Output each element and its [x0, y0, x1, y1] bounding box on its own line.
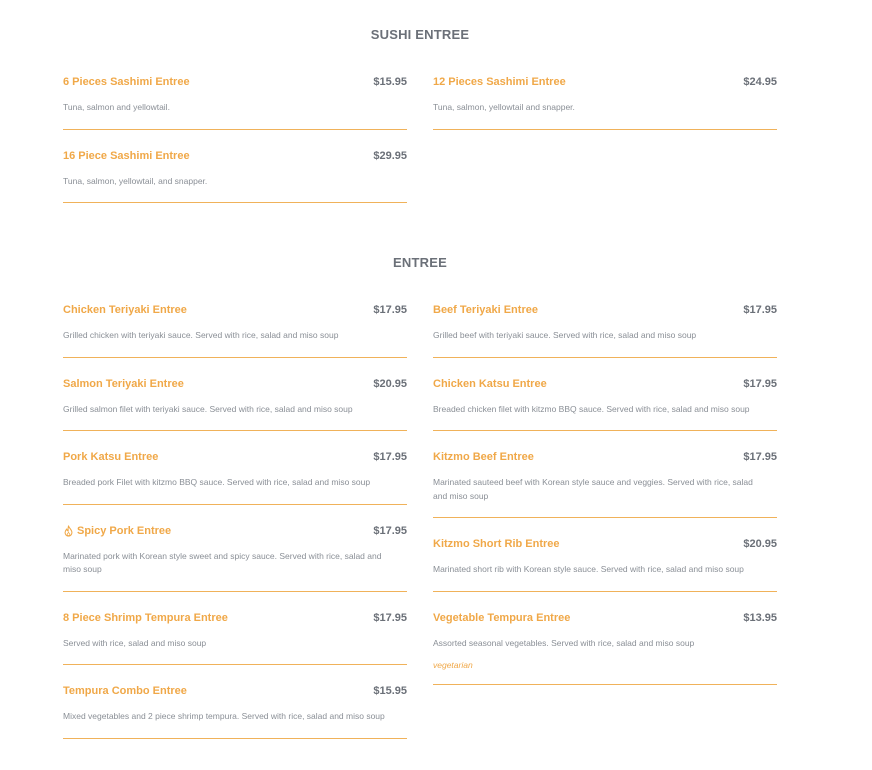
menu-column-right [433, 302, 777, 703]
item-name: 6 Pieces Sashimi Entree [63, 76, 190, 88]
item-description: Breaded pork Filet with kitzmo BBQ sauce. Served with rice, salad and miso soup [63, 477, 371, 487]
item-name: Pork Katsu Entree [63, 451, 159, 463]
menu-item[interactable] [433, 449, 777, 518]
menu-item[interactable] [433, 536, 777, 592]
item-name: 16 Piece Sashimi Entree [63, 149, 190, 162]
item-price: $17.95 [373, 524, 407, 537]
item-name: Chicken Teriyaki Entree [63, 304, 187, 316]
item-description: Marinated short rib with Korean style sauce. Served with rice, salad and miso soup [433, 564, 744, 574]
item-name: Kitzmo Beef Entree [433, 451, 534, 463]
item-price: $17.95 [373, 611, 407, 624]
item-price: $13.95 [743, 611, 777, 624]
item-description: Marinated sauteed beef with Korean style sauce and veggies. Served with rice, salad and miso soup [433, 477, 753, 501]
item-price: $15.95 [373, 685, 407, 697]
item-name: Chicken Katsu Entree [433, 377, 547, 390]
item-price: $17.95 [743, 451, 777, 463]
item-price: $20.95 [373, 377, 407, 390]
menu-item[interactable] [63, 449, 407, 505]
item-price: $24.95 [743, 76, 777, 88]
menu-column-left [63, 302, 407, 757]
item-description: Marinated pork with Korean style sweet and spicy sauce. Served with rice, salad and miso soup [63, 550, 382, 574]
item-description: Mixed vegetables and 2 piece shrimp tempura. Served with rice, salad and miso soup [63, 711, 385, 721]
item-name: 12 Pieces Sashimi Entree [433, 76, 566, 88]
menu-item[interactable] [63, 148, 407, 204]
item-name: Kitzmo Short Rib Entree [433, 538, 560, 550]
menu-item[interactable] [63, 610, 407, 666]
vegetarian-tag: vegetarian [433, 660, 473, 670]
section-title-entree: ENTREE [393, 255, 447, 270]
item-description: Grilled beef with teriyaki sauce. Served with rice, salad and miso soup [433, 330, 697, 340]
menu-item[interactable] [63, 523, 407, 592]
item-name: Vegetable Tempura Entree [433, 611, 571, 624]
item-description: Grilled chicken with teriyaki sauce. Served with rice, salad and miso soup [63, 330, 339, 340]
item-name: Salmon Teriyaki Entree [63, 377, 184, 390]
item-description: Grilled salmon filet with teriyaki sauce. Served with rice, salad and miso soup [63, 403, 353, 414]
item-description: Assorted seasonal vegetables. Served with rice, salad and miso soup [433, 637, 695, 648]
spicy-flame-icon [63, 525, 74, 537]
item-price: $17.95 [373, 451, 407, 463]
item-name: Beef Teriyaki Entree [433, 304, 538, 316]
item-description: Tuna, salmon, yellowtail, and snapper. [63, 175, 208, 186]
section-title-sushi-entree: SUSHI ENTREE [370, 27, 470, 42]
menu-column-left [63, 74, 407, 221]
item-name: 8 Piece Shrimp Tempura Entree [63, 611, 228, 624]
item-price: $20.95 [743, 538, 777, 550]
item-price: $17.95 [743, 377, 777, 390]
item-price: $29.95 [373, 149, 407, 162]
item-price: $17.95 [743, 304, 777, 316]
menu-item[interactable] [63, 683, 407, 739]
item-description: Served with rice, salad and miso soup [63, 637, 207, 648]
item-description: Breaded chicken filet with kitzmo BBQ sauce. Served with rice, salad and miso soup [433, 403, 750, 414]
menu-column-right [433, 74, 777, 148]
item-price: $17.95 [373, 304, 407, 316]
menu-item[interactable] [63, 74, 407, 130]
menu-item[interactable] [433, 302, 777, 358]
item-description: Tuna, salmon, yellowtail and snapper. [433, 102, 575, 112]
menu-item[interactable] [433, 376, 777, 432]
item-price: $15.95 [373, 76, 407, 88]
menu-item[interactable] [63, 376, 407, 432]
menu-item[interactable] [433, 610, 777, 686]
menu-item[interactable] [63, 302, 407, 358]
menu-item[interactable] [433, 74, 777, 130]
item-name: Tempura Combo Entree [63, 685, 187, 697]
item-description: Tuna, salmon and yellowtail. [63, 102, 170, 112]
item-name: Spicy Pork Entree [77, 524, 172, 537]
